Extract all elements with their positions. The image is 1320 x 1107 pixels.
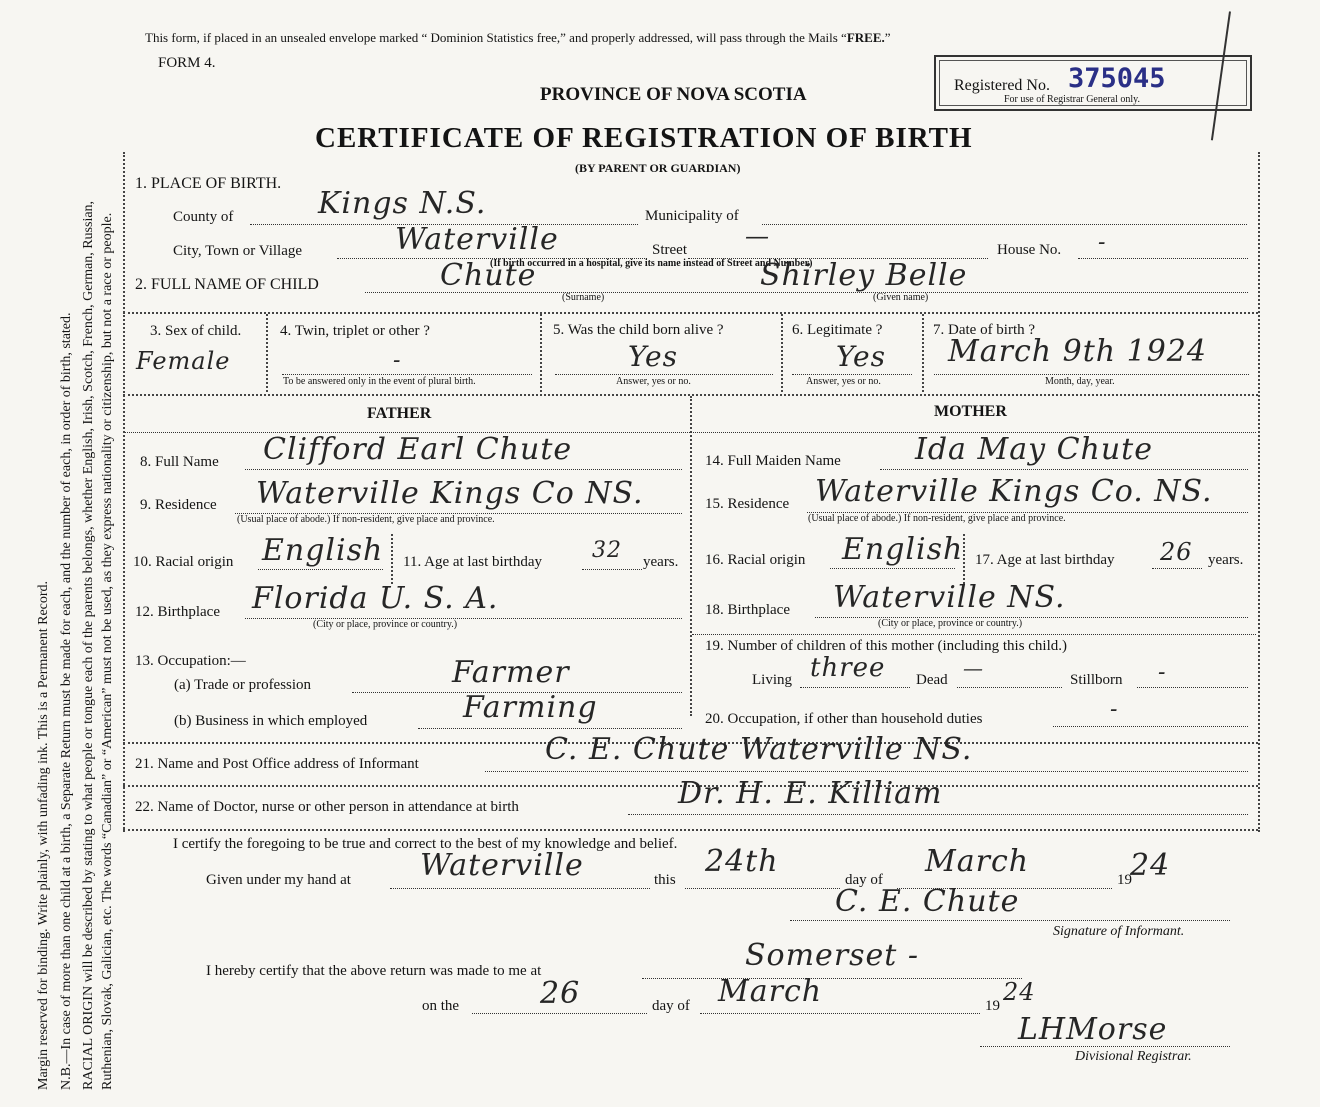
living-value: three [810, 653, 886, 683]
father-trade-label: (a) Trade or profession [174, 677, 312, 693]
mother-birthplace-label: 18. Birthplace [705, 602, 790, 618]
father-age-years: years. [643, 554, 679, 570]
father-name-label: 8. Full Name [140, 454, 219, 470]
divider-3-4 [266, 314, 268, 392]
father-age-line [582, 569, 642, 570]
street-label: Street [652, 242, 687, 258]
informant-label: 21. Name and Post Office address of Informant [135, 756, 419, 772]
informant-line [485, 771, 1248, 772]
mother-name-line [880, 469, 1248, 470]
city-value: Waterville [395, 222, 559, 257]
stillborn-line [1137, 687, 1248, 688]
municipality-label: Municipality of [645, 208, 739, 224]
margin-note-3: RACIAL ORIGIN will be described by stating to what people or tongue each of the parents belongs, whether English, Irish, Scotch, French, German, Russian, [81, 200, 96, 1090]
given-day-of-label: day of [845, 872, 883, 888]
given-day: 24th [705, 844, 779, 879]
informant-signature-line [790, 920, 1230, 921]
mother-birthplace-note: (City or place, province or country.) [878, 618, 1023, 629]
certificate-title: CERTIFICATE OF REGISTRATION OF BIRTH [315, 122, 973, 154]
alive-note: Answer, yes or no. [616, 376, 691, 387]
house-no-line [1078, 258, 1248, 259]
street-value: — [745, 222, 770, 250]
county-label: County of [173, 209, 234, 225]
dead-line [957, 687, 1062, 688]
given-month: March [925, 844, 1030, 879]
mother-birthplace-value: Waterville NS. [833, 580, 1066, 615]
divider-6-7 [922, 314, 924, 392]
given-place: Waterville [420, 848, 584, 883]
doctor-label: 22. Name of Doctor, nurse or other person in attendance at birth [135, 799, 519, 815]
registrar-on-label: on the [422, 998, 460, 1014]
mother-name-label: 14. Full Maiden Name [705, 453, 841, 469]
divider-5-6 [781, 314, 783, 392]
mother-age-label: 17. Age at last birthday [975, 552, 1115, 568]
registered-number: 375045 [1068, 63, 1166, 94]
father-residence-note: (Usual place of abode.) If non-resident, give place and province. [237, 514, 495, 525]
registrar-month: March [718, 974, 823, 1009]
given-year-prefix: 19 [1117, 872, 1132, 888]
father-birthplace-value: Florida U. S. A. [252, 581, 499, 616]
father-birthplace-note: (City or place, province or country.) [313, 619, 458, 630]
mother-racial-line [830, 568, 955, 569]
margin-note-4: Ruthenian, Slovak, Galician, etc. The words “Canadian” or “American” must not be used, as they express nationality or citizenship, but not a race or people. [100, 212, 115, 1090]
rule-top-details [123, 312, 1258, 314]
form-number: FORM 4. [158, 55, 216, 71]
father-trade-value: Farmer [452, 655, 570, 690]
margin-note-2: N.B.—In case of more than one child at a birth, a Separate Return must be made for each, and the number of each, in order of birth, stated. [59, 312, 74, 1090]
mother-heading: MOTHER [934, 403, 1007, 420]
mother-occupation-value: - [1110, 697, 1119, 722]
registrar-statement: I hereby certify that the above return was made to me at [206, 963, 542, 979]
registrar-day: 26 [540, 976, 581, 1011]
mother-racial-label: 16. Racial origin [705, 552, 806, 568]
father-racial-label: 10. Racial origin [133, 554, 234, 570]
municipality-line [762, 224, 1247, 225]
father-age-label: 11. Age at last birthday [403, 554, 542, 570]
sex-label: 3. Sex of child. [150, 323, 242, 339]
margin-notes [0, 0, 125, 1107]
registrar-day-of-label: day of [652, 998, 690, 1014]
living-line [800, 687, 910, 688]
informant-value: C. E. Chute Waterville NS. [545, 732, 973, 767]
mother-children-label: 19. Number of children of this mother (including this child.) [705, 638, 1068, 654]
child-name-label: 2. FULL NAME OF CHILD [135, 276, 319, 293]
registrar-year: 24 [1003, 978, 1036, 1006]
informant-signature: C. E. Chute [835, 884, 1020, 919]
county-value: Kings N.S. [318, 186, 487, 221]
registrar-place-line [642, 978, 1022, 979]
doctor-line [628, 814, 1248, 815]
parents-center-divider [690, 396, 692, 716]
stillborn-value: - [1158, 660, 1167, 685]
father-heading: FATHER [367, 405, 432, 422]
place-of-birth-label: 1. PLACE OF BIRTH. [135, 175, 282, 192]
child-surname: Chute [440, 258, 537, 293]
father-business-line [418, 728, 682, 729]
twin-label: 4. Twin, triplet or other ? [280, 323, 430, 339]
mother-residence-value: Waterville Kings Co. NS. [815, 474, 1213, 509]
registered-label: Registered No. [954, 77, 1050, 94]
surname-caption: (Surname) [562, 292, 605, 303]
mail-notice-end: ” [884, 30, 891, 45]
informant-signature-caption: Signature of Informant. [1053, 924, 1185, 939]
mother-age-value: 26 [1160, 538, 1193, 566]
given-day-line [685, 888, 840, 889]
house-no-label: House No. [997, 242, 1062, 258]
father-racial-line [258, 569, 383, 570]
divider-4-5 [540, 314, 542, 392]
father-name-line [245, 469, 682, 470]
twin-line [282, 374, 532, 375]
alive-value: Yes [628, 340, 678, 373]
registrar-place: Somerset - [745, 938, 920, 973]
mother-residence-label: 15. Residence [705, 496, 790, 512]
legitimate-note: Answer, yes or no. [806, 376, 881, 387]
hospital-note: (If birth occurred in a hospital, give its name instead of Street and Number) [490, 258, 813, 269]
legitimate-value: Yes [836, 340, 886, 373]
given-label: Given under my hand at [206, 872, 351, 888]
mail-notice [145, 30, 891, 46]
father-residence-label: 9. Residence [140, 497, 217, 513]
twin-value: - [393, 348, 402, 373]
mother-name-value: Ida May Chute [915, 432, 1153, 467]
house-no-value: - [1098, 230, 1107, 255]
father-birthplace-line [245, 618, 682, 619]
father-residence-value: Waterville Kings Co NS. [256, 476, 644, 511]
rule-certification [123, 829, 1258, 831]
living-label: Living [752, 672, 792, 688]
father-name-value: Clifford Earl Chute [263, 432, 573, 467]
mother-age-line [1152, 568, 1202, 569]
given-place-line [390, 888, 650, 889]
given-year: 24 [1130, 848, 1171, 883]
registrar-signature-line [980, 1046, 1230, 1047]
mother-children-divider [692, 634, 1256, 635]
father-occupation-label: 13. Occupation:— [135, 653, 246, 669]
certificate-subtitle: (BY PARENT OR GUARDIAN) [575, 161, 741, 175]
legitimate-label: 6. Legitimate ? [792, 322, 883, 338]
child-given-name: Shirley Belle [760, 258, 968, 293]
mail-notice-free: FREE. [846, 30, 885, 45]
registrar-only-note: For use of Registrar General only. [1004, 94, 1140, 105]
province-heading: PROVINCE OF NOVA SCOTIA [540, 84, 807, 105]
sex-value: Female [136, 347, 231, 375]
mother-occupation-line [1053, 726, 1248, 727]
date-note: Month, day, year. [1045, 376, 1115, 387]
father-racial-value: English [262, 533, 384, 568]
date-line [934, 374, 1249, 375]
father-business-label: (b) Business in which employed [174, 713, 368, 729]
given-this-label: this [654, 872, 676, 888]
father-business-value: Farming [463, 690, 598, 725]
dead-value: — [963, 656, 984, 680]
mother-residence-note: (Usual place of abode.) If non-resident, give place and province. [808, 513, 1066, 524]
date-value: March 9th 1924 [948, 334, 1207, 369]
registrar-year-prefix: 19 [985, 998, 1000, 1014]
twin-note: To be answered only in the event of plural birth. [283, 376, 476, 387]
legitimate-line [792, 374, 912, 375]
certify-statement: I certify the foregoing to be true and correct to the best of my knowledge and belief. [173, 836, 678, 852]
mother-occupation-label: 20. Occupation, if other than household duties [705, 711, 983, 727]
stillborn-label: Stillborn [1070, 672, 1123, 688]
registrar-day-line [472, 1013, 647, 1014]
mother-racial-value: English [842, 532, 964, 567]
mail-notice-text: This form, if placed in an unsealed envelope marked “ Dominion Statistics free,” and properly addressed, will pass through the Mails “ [145, 30, 847, 45]
father-birthplace-label: 12. Birthplace [135, 604, 220, 620]
alive-line [555, 374, 773, 375]
city-label: City, Town or Village [173, 243, 303, 259]
registrar-month-line [700, 1013, 980, 1014]
alive-label: 5. Was the child born alive ? [553, 322, 724, 338]
dead-label: Dead [916, 672, 948, 688]
father-age-value: 32 [592, 538, 622, 563]
doctor-value: Dr. H. E. Killiam [678, 776, 943, 811]
date-label: 7. Date of birth ? [933, 322, 1036, 338]
mother-age-years: years. [1208, 552, 1244, 568]
racial-divider-father [391, 534, 393, 584]
registrar-signature: LHMorse [1018, 1012, 1168, 1047]
registrar-caption: Divisional Registrar. [1075, 1049, 1192, 1064]
given-name-caption: (Given name) [873, 292, 929, 303]
margin-note-1: Margin reserved for binding. Write plainly, with unfading ink. This is a Permanent Record. [36, 580, 51, 1090]
